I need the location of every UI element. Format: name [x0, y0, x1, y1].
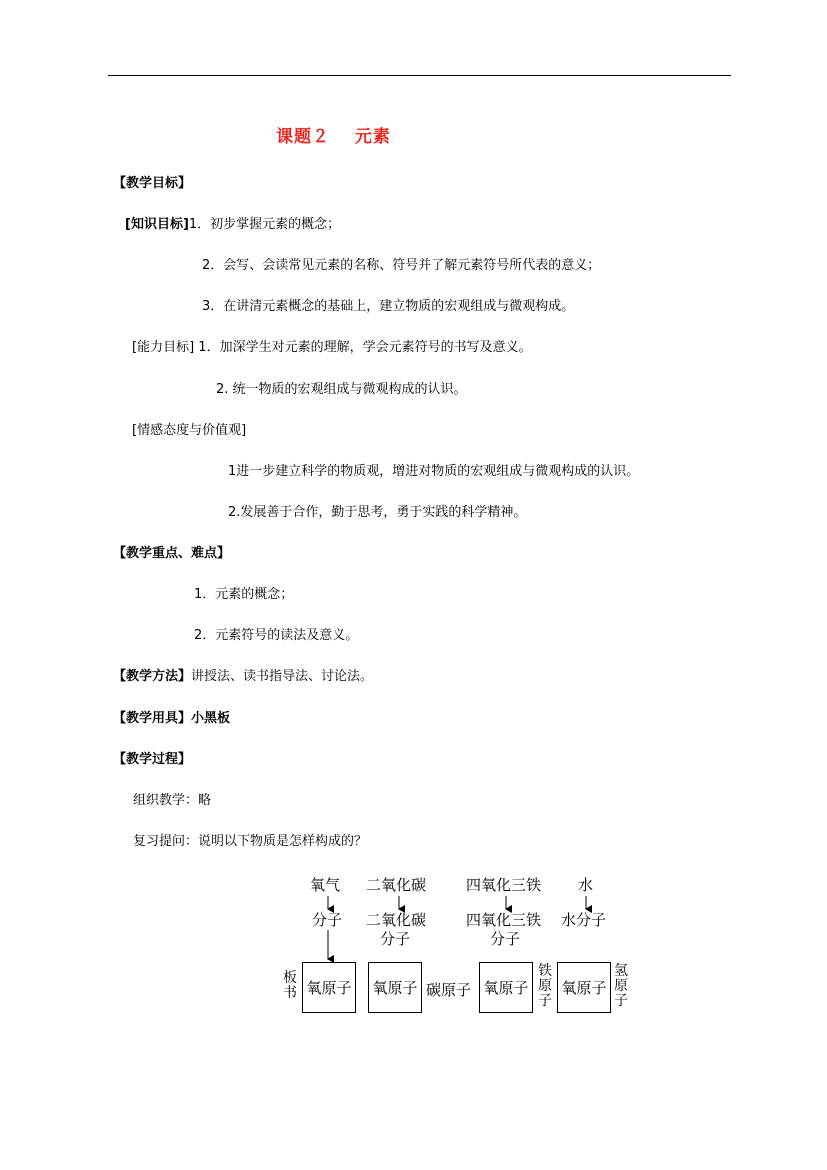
molecule-fe3o4: 四氧化三铁 — [466, 911, 542, 929]
ability-item-1: 1．加深学生对元素的理解，学会元素符号的书写及意义。 — [198, 340, 532, 355]
board-label: 板书 — [283, 970, 297, 1001]
molecule-water: 水分子 — [561, 911, 607, 929]
process-heading: 【教学过程】 — [113, 752, 192, 767]
atom-label: 氧原子 — [483, 979, 529, 997]
substance-water: 水 — [578, 876, 594, 894]
emotion-objective-label: [情感态度与价值观] — [132, 423, 247, 438]
ability-objective-label: [能力目标] — [132, 340, 195, 355]
knowledge-item-3: 3．在讲清元素概念的基础上，建立物质的宏观组成与微观构成。 — [202, 299, 575, 314]
substance-oxygen: 氧气 — [310, 876, 341, 894]
emotion-item-2: 2.发展善于合作，勤于思考，勇于实践的科学精神。 — [228, 505, 527, 520]
lesson-title: 课题２ 元素 — [276, 127, 391, 147]
atom-hydrogen: 氢原子 — [614, 963, 628, 1009]
atom-label: 氧原子 — [561, 979, 607, 997]
atom-box-oxygen-3 — [479, 962, 533, 1013]
molecule-co2: 二氧化碳 — [366, 911, 427, 929]
atom-box-oxygen-1 — [302, 962, 356, 1013]
substance-co2: 二氧化碳 — [366, 876, 427, 894]
header-rule — [108, 75, 731, 76]
atom-label: 氧原子 — [306, 979, 352, 997]
atom-box-oxygen-2 — [368, 962, 422, 1013]
key-point-1: 1．元素的概念； — [194, 587, 294, 602]
atom-iron: 铁原子 — [538, 963, 552, 1009]
process-organize: 组织教学：略 — [133, 793, 212, 808]
key-points-heading: 【教学重点、难点】 — [113, 546, 231, 561]
atom-carbon: 碳原子 — [426, 981, 472, 999]
substance-fe3o4: 四氧化三铁 — [466, 876, 542, 894]
tools-text: 小黑板 — [191, 711, 231, 726]
molecule-co2-sub: 分子 — [380, 930, 411, 948]
method-text: 讲授法、读书指导法、讨论法。 — [191, 669, 374, 684]
tools-row — [113, 711, 230, 727]
ability-objective-row — [132, 340, 532, 356]
ability-item-2: 2. 统一物质的宏观组成与微观构成的认识。 — [216, 382, 467, 397]
knowledge-item-1: 1．初步掌握元素的概念； — [188, 217, 341, 232]
tools-heading: 【教学用具】 — [113, 711, 192, 726]
method-row — [113, 669, 373, 685]
method-heading: 【教学方法】 — [113, 669, 192, 684]
molecule-oxygen: 分子 — [312, 911, 343, 929]
emotion-item-1: 1进一步建立科学的物质观，增进对物质的宏观组成与微观构成的认识。 — [228, 464, 640, 479]
knowledge-item-2: 2．会写、会读常见元素的名称、符号并了解元素符号所代表的意义； — [202, 258, 601, 273]
molecule-fe3o4-sub: 分子 — [490, 930, 521, 948]
knowledge-objective-label: [知识目标] — [125, 217, 189, 232]
knowledge-objective-row — [125, 217, 340, 233]
process-review: 复习提问：说明以下物质是怎样构成的？ — [133, 834, 368, 849]
key-point-2: 2．元素符号的读法及意义。 — [194, 628, 359, 643]
objectives-heading: 【教学目标】 — [113, 176, 192, 191]
atom-label: 氧原子 — [372, 979, 418, 997]
atom-box-oxygen-4 — [557, 962, 611, 1013]
